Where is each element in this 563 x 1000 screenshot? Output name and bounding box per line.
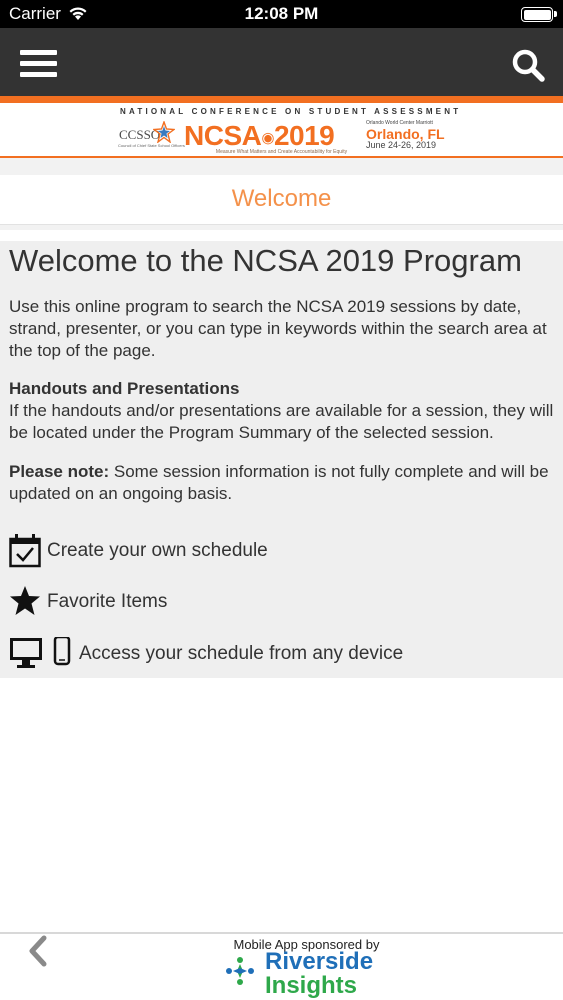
note-paragraph xyxy=(9,461,554,505)
riverside-logo-icon xyxy=(225,956,255,986)
conference-name: NATIONAL CONFERENCE ON STUDENT ASSESSMENT xyxy=(120,107,462,116)
clock: 12:08 PM xyxy=(244,4,319,23)
calendar-check-icon xyxy=(9,534,41,568)
welcome-content xyxy=(0,241,563,678)
note-label: Please note: xyxy=(9,462,110,481)
city-label: Orlando, FL xyxy=(366,126,445,142)
handouts-title: Handouts and Presentations xyxy=(9,379,240,398)
conference-banner xyxy=(0,96,563,158)
carrier-label: Carrier xyxy=(9,4,61,23)
feature-label: Access your schedule from any device xyxy=(79,643,404,664)
page-heading: Welcome to the NCSA 2019 Program xyxy=(9,243,522,278)
ccsso-subtitle: Council of Chief State School Officers xyxy=(118,143,185,148)
sponsor-label: Mobile App sponsored by xyxy=(233,937,380,952)
hamburger-menu-icon[interactable] xyxy=(20,50,57,78)
ncsa-logo: NCSA◉2019 xyxy=(184,120,335,151)
app-header xyxy=(0,28,563,96)
feature-label: Create your own schedule xyxy=(47,540,268,561)
search-icon[interactable] xyxy=(511,48,545,82)
sponsor-footer xyxy=(0,932,563,1000)
dates-label: June 24-26, 2019 xyxy=(366,140,437,150)
section-title: Welcome xyxy=(231,185,332,212)
venue-label: Orlando World Center Marriott xyxy=(366,120,433,126)
desktop-mobile-icon xyxy=(9,637,73,671)
status-bar xyxy=(0,0,563,28)
note-text: Some session information is not fully complete and will be updated on an ongoing basis. xyxy=(9,462,549,503)
intro-paragraph: Use this online program to search the NCSA 2019 sessions by date, strand, presenter, or you can type in keywords within the search area at the top of the page. xyxy=(9,297,547,360)
banner-tagline: Measure What Matters and Create Accountability for Equity xyxy=(215,149,348,155)
handouts-paragraph xyxy=(9,378,554,444)
handouts-text: If the handouts and/or presentations are available for a session, they will be located under the Program Summary of the selected session. xyxy=(9,401,554,442)
star-icon xyxy=(9,585,41,617)
sponsor-name[interactable]: Riverside Insights xyxy=(265,948,374,999)
ccsso-logo-text: CCSSO xyxy=(119,127,161,142)
ccsso-star-icon xyxy=(153,121,175,143)
section-title-bar xyxy=(0,158,563,230)
battery-icon xyxy=(521,7,553,22)
feature-label: Favorite Items xyxy=(47,591,168,612)
